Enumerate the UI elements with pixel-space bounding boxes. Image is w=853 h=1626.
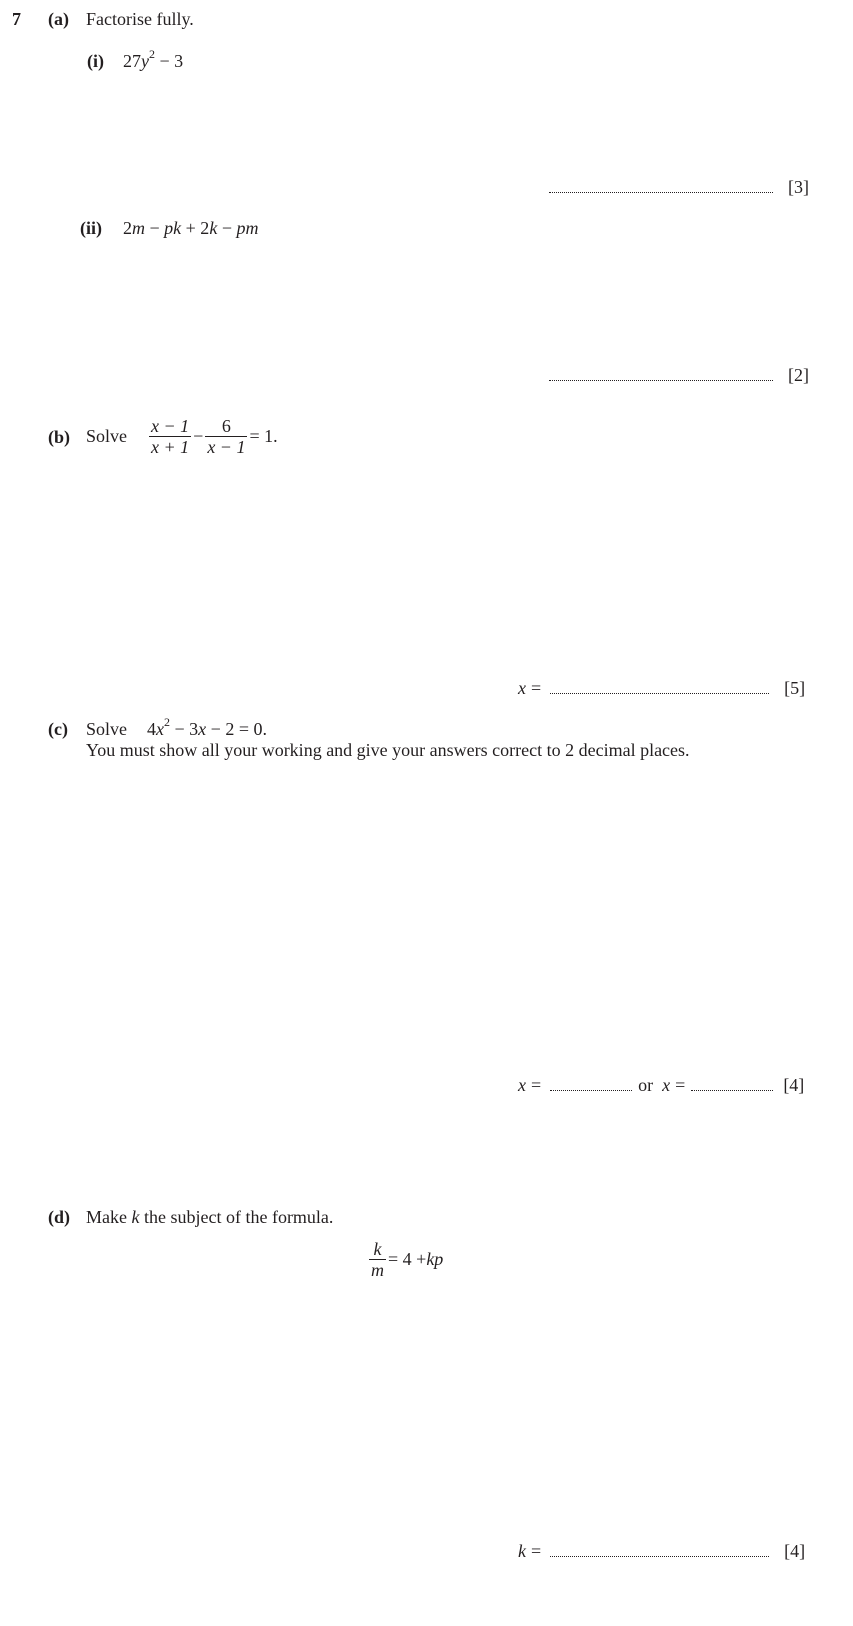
- eq-var: x: [198, 719, 207, 739]
- answer-line-a-i: [549, 177, 809, 198]
- part-c-instruction: Solve: [86, 719, 128, 739]
- instruction-text: Make: [86, 1207, 132, 1227]
- instruction-text: the subject of the formula.: [139, 1207, 334, 1227]
- part-b-instruction: Solve: [86, 426, 128, 446]
- fraction-2-numerator: 6: [205, 416, 247, 437]
- expr-var: y: [141, 51, 149, 71]
- part-d-formula: [367, 1239, 443, 1280]
- mark-c: [4]: [783, 1075, 805, 1095]
- answer-eq-b: =: [531, 678, 542, 698]
- expr-exp: 2: [149, 47, 155, 61]
- answer-var-c: x: [518, 1075, 526, 1095]
- answer-field-c-1[interactable]: [550, 1089, 632, 1091]
- fraction-2: [205, 416, 247, 457]
- mark-a-ii: [2]: [788, 365, 809, 385]
- expr-coef: 27: [123, 51, 141, 71]
- answer-field-a-ii[interactable]: [549, 379, 773, 381]
- part-a-i-label: (i): [87, 51, 104, 71]
- expr-op: −: [145, 218, 165, 238]
- part-c-note: You must show all your working and give your answers correct to 2 decimal places.: [86, 740, 690, 760]
- formula-fraction: [369, 1239, 386, 1280]
- part-b-equation: [86, 416, 278, 457]
- eq-coef: 4: [147, 719, 157, 739]
- formula-rhs: = 4 +: [388, 1249, 427, 1269]
- answer-eq-c-2: =: [675, 1075, 686, 1095]
- question-number: 7: [12, 9, 21, 29]
- expr-term: 2: [123, 218, 132, 238]
- part-a-instruction: Factorise fully.: [86, 9, 194, 29]
- answer-var-c-2: x: [662, 1075, 671, 1095]
- answer-line-b: [518, 678, 805, 699]
- part-a-ii-label: (ii): [80, 218, 102, 238]
- answer-var-d: k: [518, 1541, 526, 1561]
- instruction-var: k: [131, 1207, 140, 1227]
- expr-rest: − 3: [155, 51, 184, 71]
- answer-line-c: [518, 1075, 804, 1096]
- expr-var: m: [132, 218, 145, 238]
- answer-eq-c: =: [531, 1075, 542, 1095]
- answer-field-c-2[interactable]: [691, 1089, 773, 1091]
- eq-rest: − 3: [170, 719, 199, 739]
- minus-sign: −: [193, 426, 204, 446]
- part-a-label: (a): [48, 9, 69, 29]
- part-c-label: (c): [48, 719, 68, 739]
- expr-var: pk: [164, 218, 182, 238]
- answer-line-a-ii: [549, 365, 809, 386]
- answer-eq-d: =: [531, 1541, 542, 1561]
- answer-field-d[interactable]: [550, 1555, 769, 1557]
- expr-var: k: [209, 218, 218, 238]
- fraction-2-denominator: x − 1: [207, 437, 246, 457]
- fraction-1-numerator: x − 1: [151, 416, 190, 436]
- expr-op: + 2: [181, 218, 210, 238]
- eq-rest: − 2 = 0.: [206, 719, 267, 739]
- part-b-label: (b): [48, 427, 70, 447]
- answer-var-b: x: [518, 678, 526, 698]
- or-text: or: [638, 1075, 654, 1095]
- eq-exp: 2: [164, 715, 171, 729]
- formula-rhs-var: kp: [426, 1249, 444, 1269]
- answer-field-b[interactable]: [550, 692, 769, 694]
- eq-var: x: [156, 719, 165, 739]
- part-a-i-expression: [123, 47, 184, 72]
- answer-field-a-i[interactable]: [549, 191, 773, 193]
- mark-d: [4]: [784, 1541, 806, 1561]
- formula-denominator: m: [371, 1260, 384, 1280]
- mark-a-i: [3]: [788, 177, 809, 197]
- part-d-label: (d): [48, 1207, 70, 1227]
- part-a-ii-expression: [123, 218, 258, 239]
- equation-rhs: = 1.: [249, 426, 278, 446]
- formula-numerator: k: [369, 1239, 386, 1260]
- fraction-1-denominator: x + 1: [151, 437, 190, 457]
- fraction-1: [149, 416, 191, 457]
- expr-var: pm: [236, 218, 259, 238]
- part-d-instruction: [86, 1207, 333, 1228]
- part-c-equation: [86, 715, 267, 740]
- expr-op: −: [217, 218, 237, 238]
- answer-line-d: [518, 1541, 805, 1562]
- mark-b: [5]: [784, 678, 806, 698]
